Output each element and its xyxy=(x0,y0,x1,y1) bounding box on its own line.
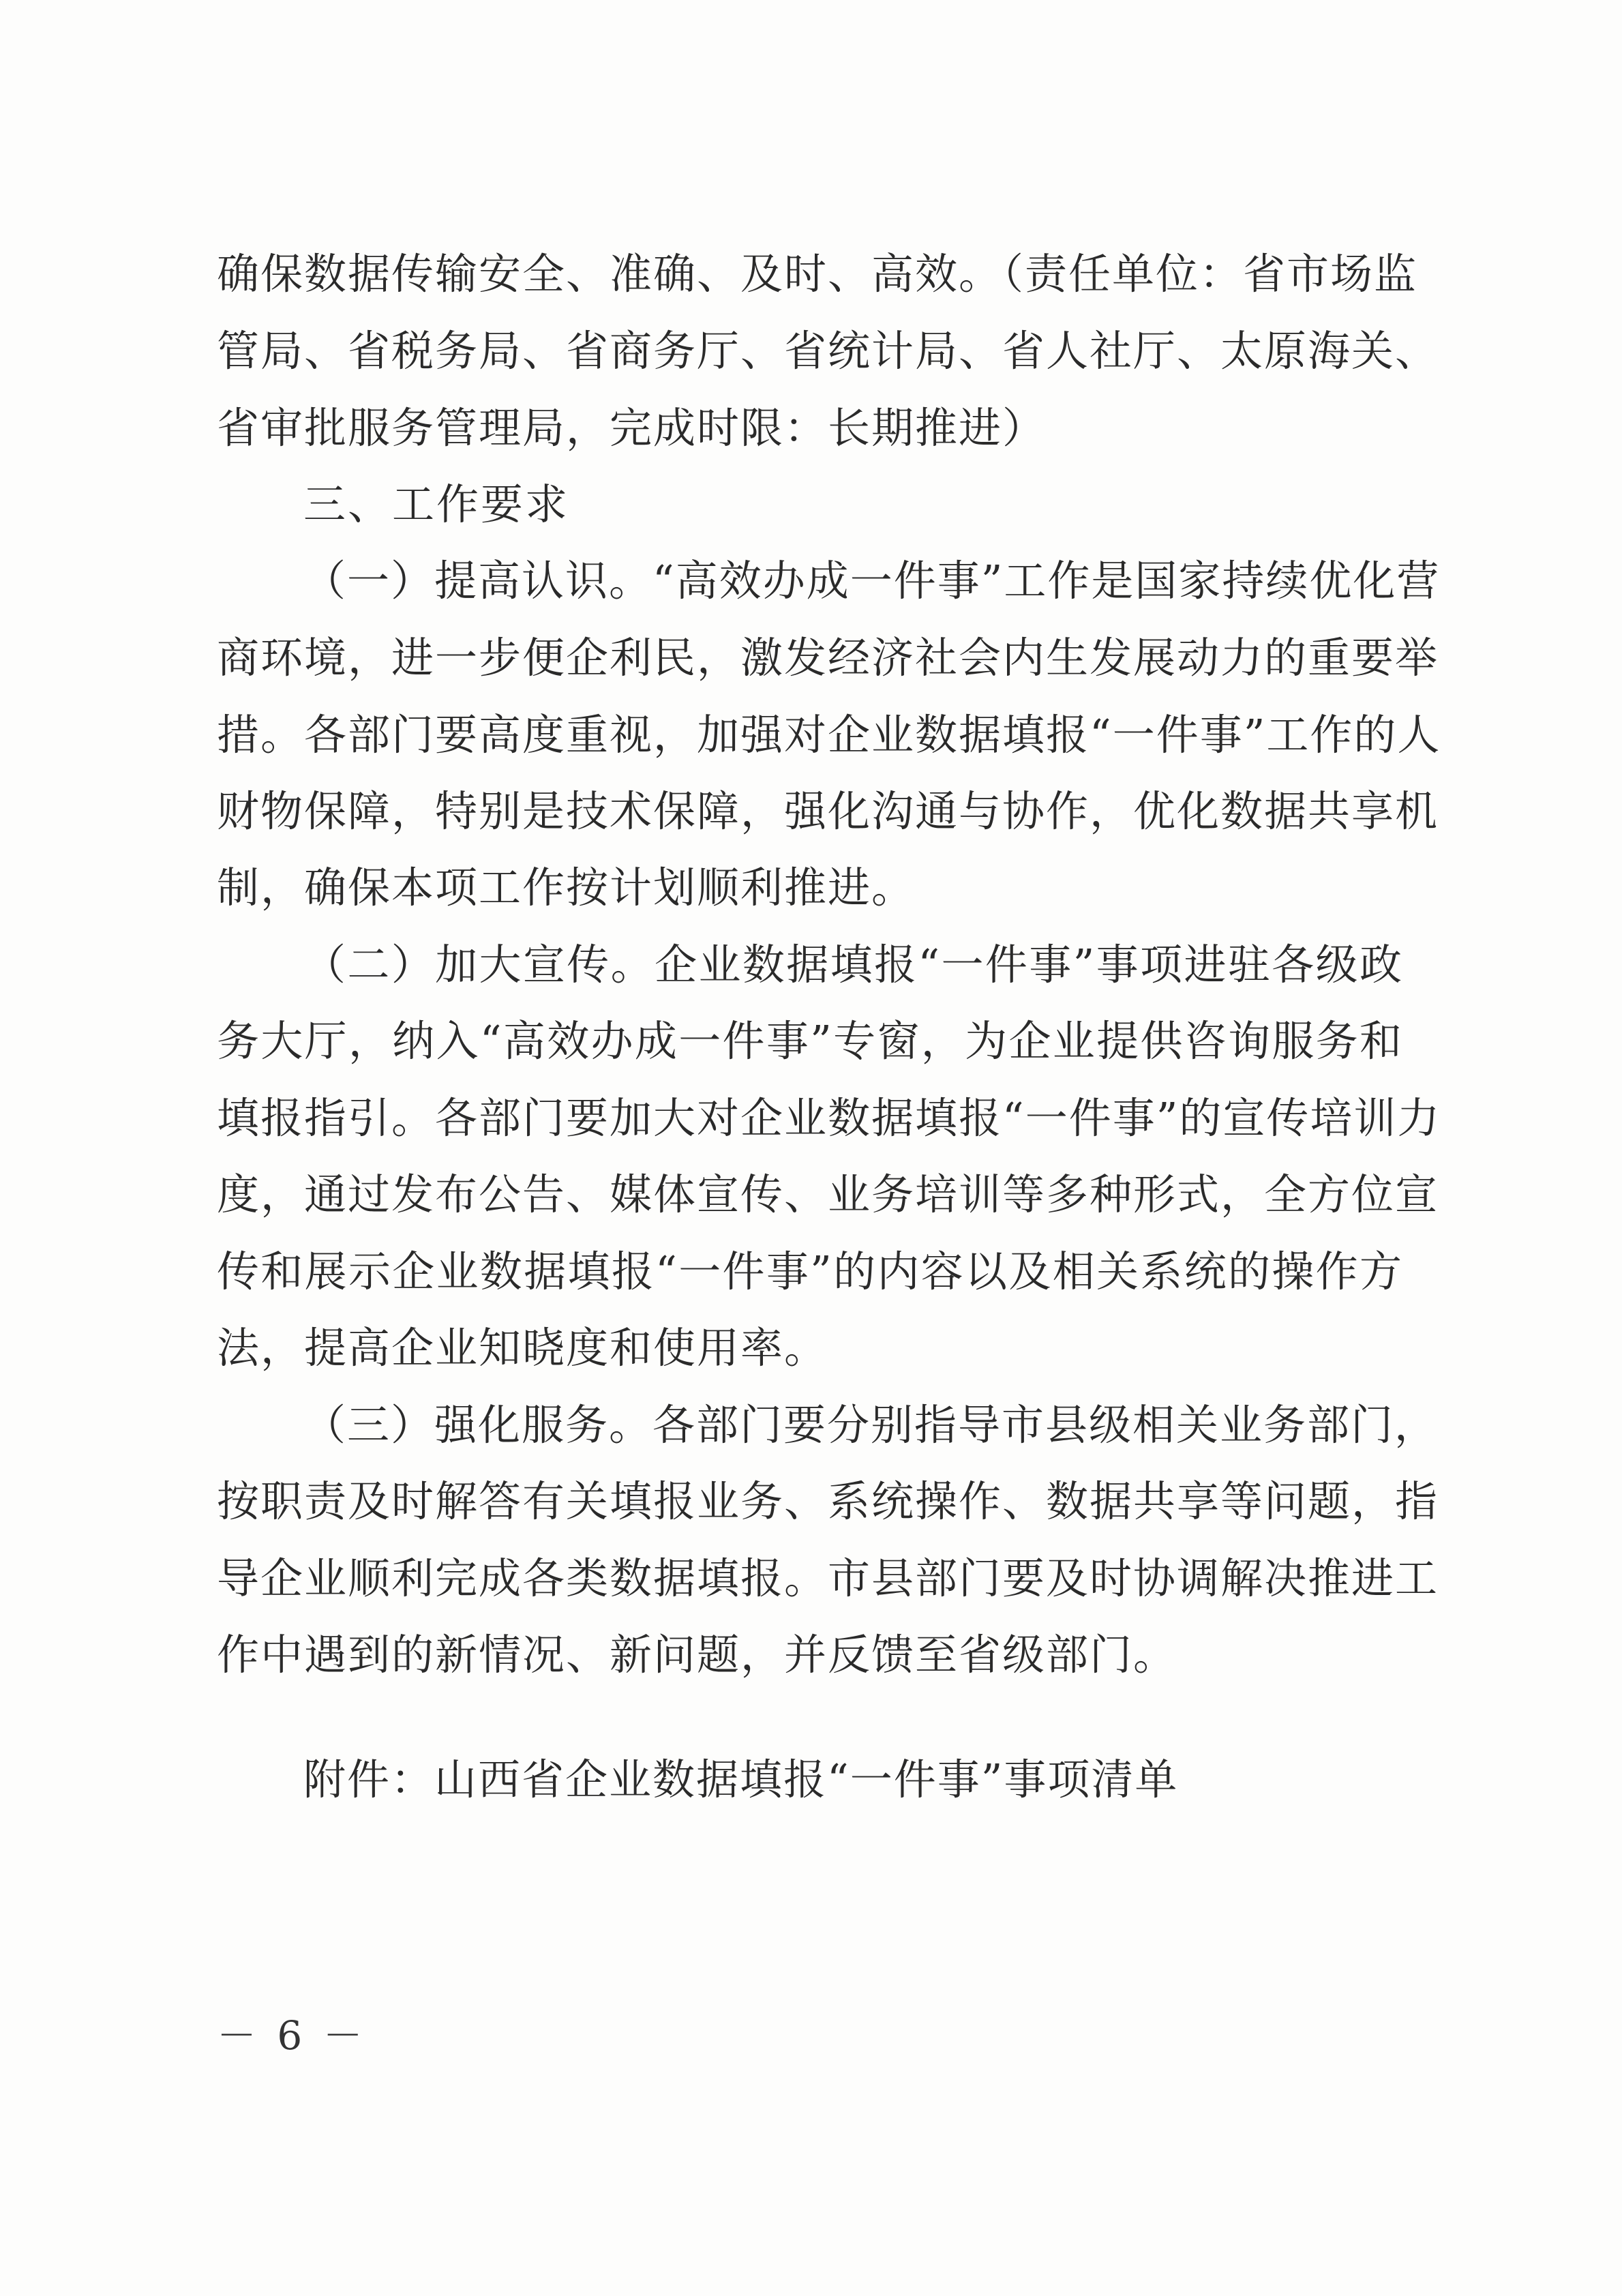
body-line: 财物保障，特别是技术保障，强化沟通与协作，优化数据共享机 xyxy=(217,786,1439,836)
paragraph-first-line: （二）加大宣传。企业数据填报“一件事”事项进驻各级政 xyxy=(303,940,1403,989)
paragraph-first-line: （一）提高认识。“高效办成一件事”工作是国家持续优化营 xyxy=(303,556,1441,606)
paragraph-first-line: （三）强化服务。各部门要分别指导市县级相关业务部门， xyxy=(303,1400,1439,1450)
page-number: － 6 － xyxy=(217,2012,367,2059)
body-line: 度，通过发布公告、媒体宣传、业务培训等多种形式，全方位宣 xyxy=(217,1169,1439,1219)
body-line: 措。各部门要高度重视，加强对企业数据填报“一件事”工作的人 xyxy=(217,710,1441,760)
body-line: 导企业顺利完成各类数据填报。市县部门要及时协调解决推进工 xyxy=(217,1553,1439,1603)
body-line: 法，提高企业知晓度和使用率。 xyxy=(217,1323,828,1373)
body-line: 省审批服务管理局，完成时限：长期推进） xyxy=(217,403,1047,453)
body-line: 务大厅，纳入“高效办成一件事”专窗，为企业提供咨询服务和 xyxy=(217,1016,1403,1066)
body-line: 作中遇到的新情况、新问题，并反馈至省级部门。 xyxy=(217,1630,1177,1680)
body-line: 管局、省税务局、省商务厅、省统计局、省人社厅、太原海关、 xyxy=(217,326,1439,376)
body-line: 填报指引。各部门要加大对企业数据填报“一件事”的宣传培训力 xyxy=(217,1093,1441,1143)
section-heading: 三、工作要求 xyxy=(303,479,570,529)
body-line: 制，确保本项工作按计划顺利推进。 xyxy=(217,863,916,912)
body-line: 按职责及时解答有关填报业务、系统操作、数据共享等问题，指 xyxy=(217,1476,1439,1526)
body-line: 商环境，进一步便企利民，激发经济社会内生发展动力的重要举 xyxy=(217,633,1439,683)
body-line: 确保数据传输安全、准确、及时、高效。（责任单位：省市场监 xyxy=(217,249,1418,299)
attachment-line: 附件：山西省企业数据填报“一件事”事项清单 xyxy=(303,1755,1179,1804)
body-line: 传和展示企业数据填报“一件事”的内容以及相关系统的操作方 xyxy=(217,1247,1403,1296)
